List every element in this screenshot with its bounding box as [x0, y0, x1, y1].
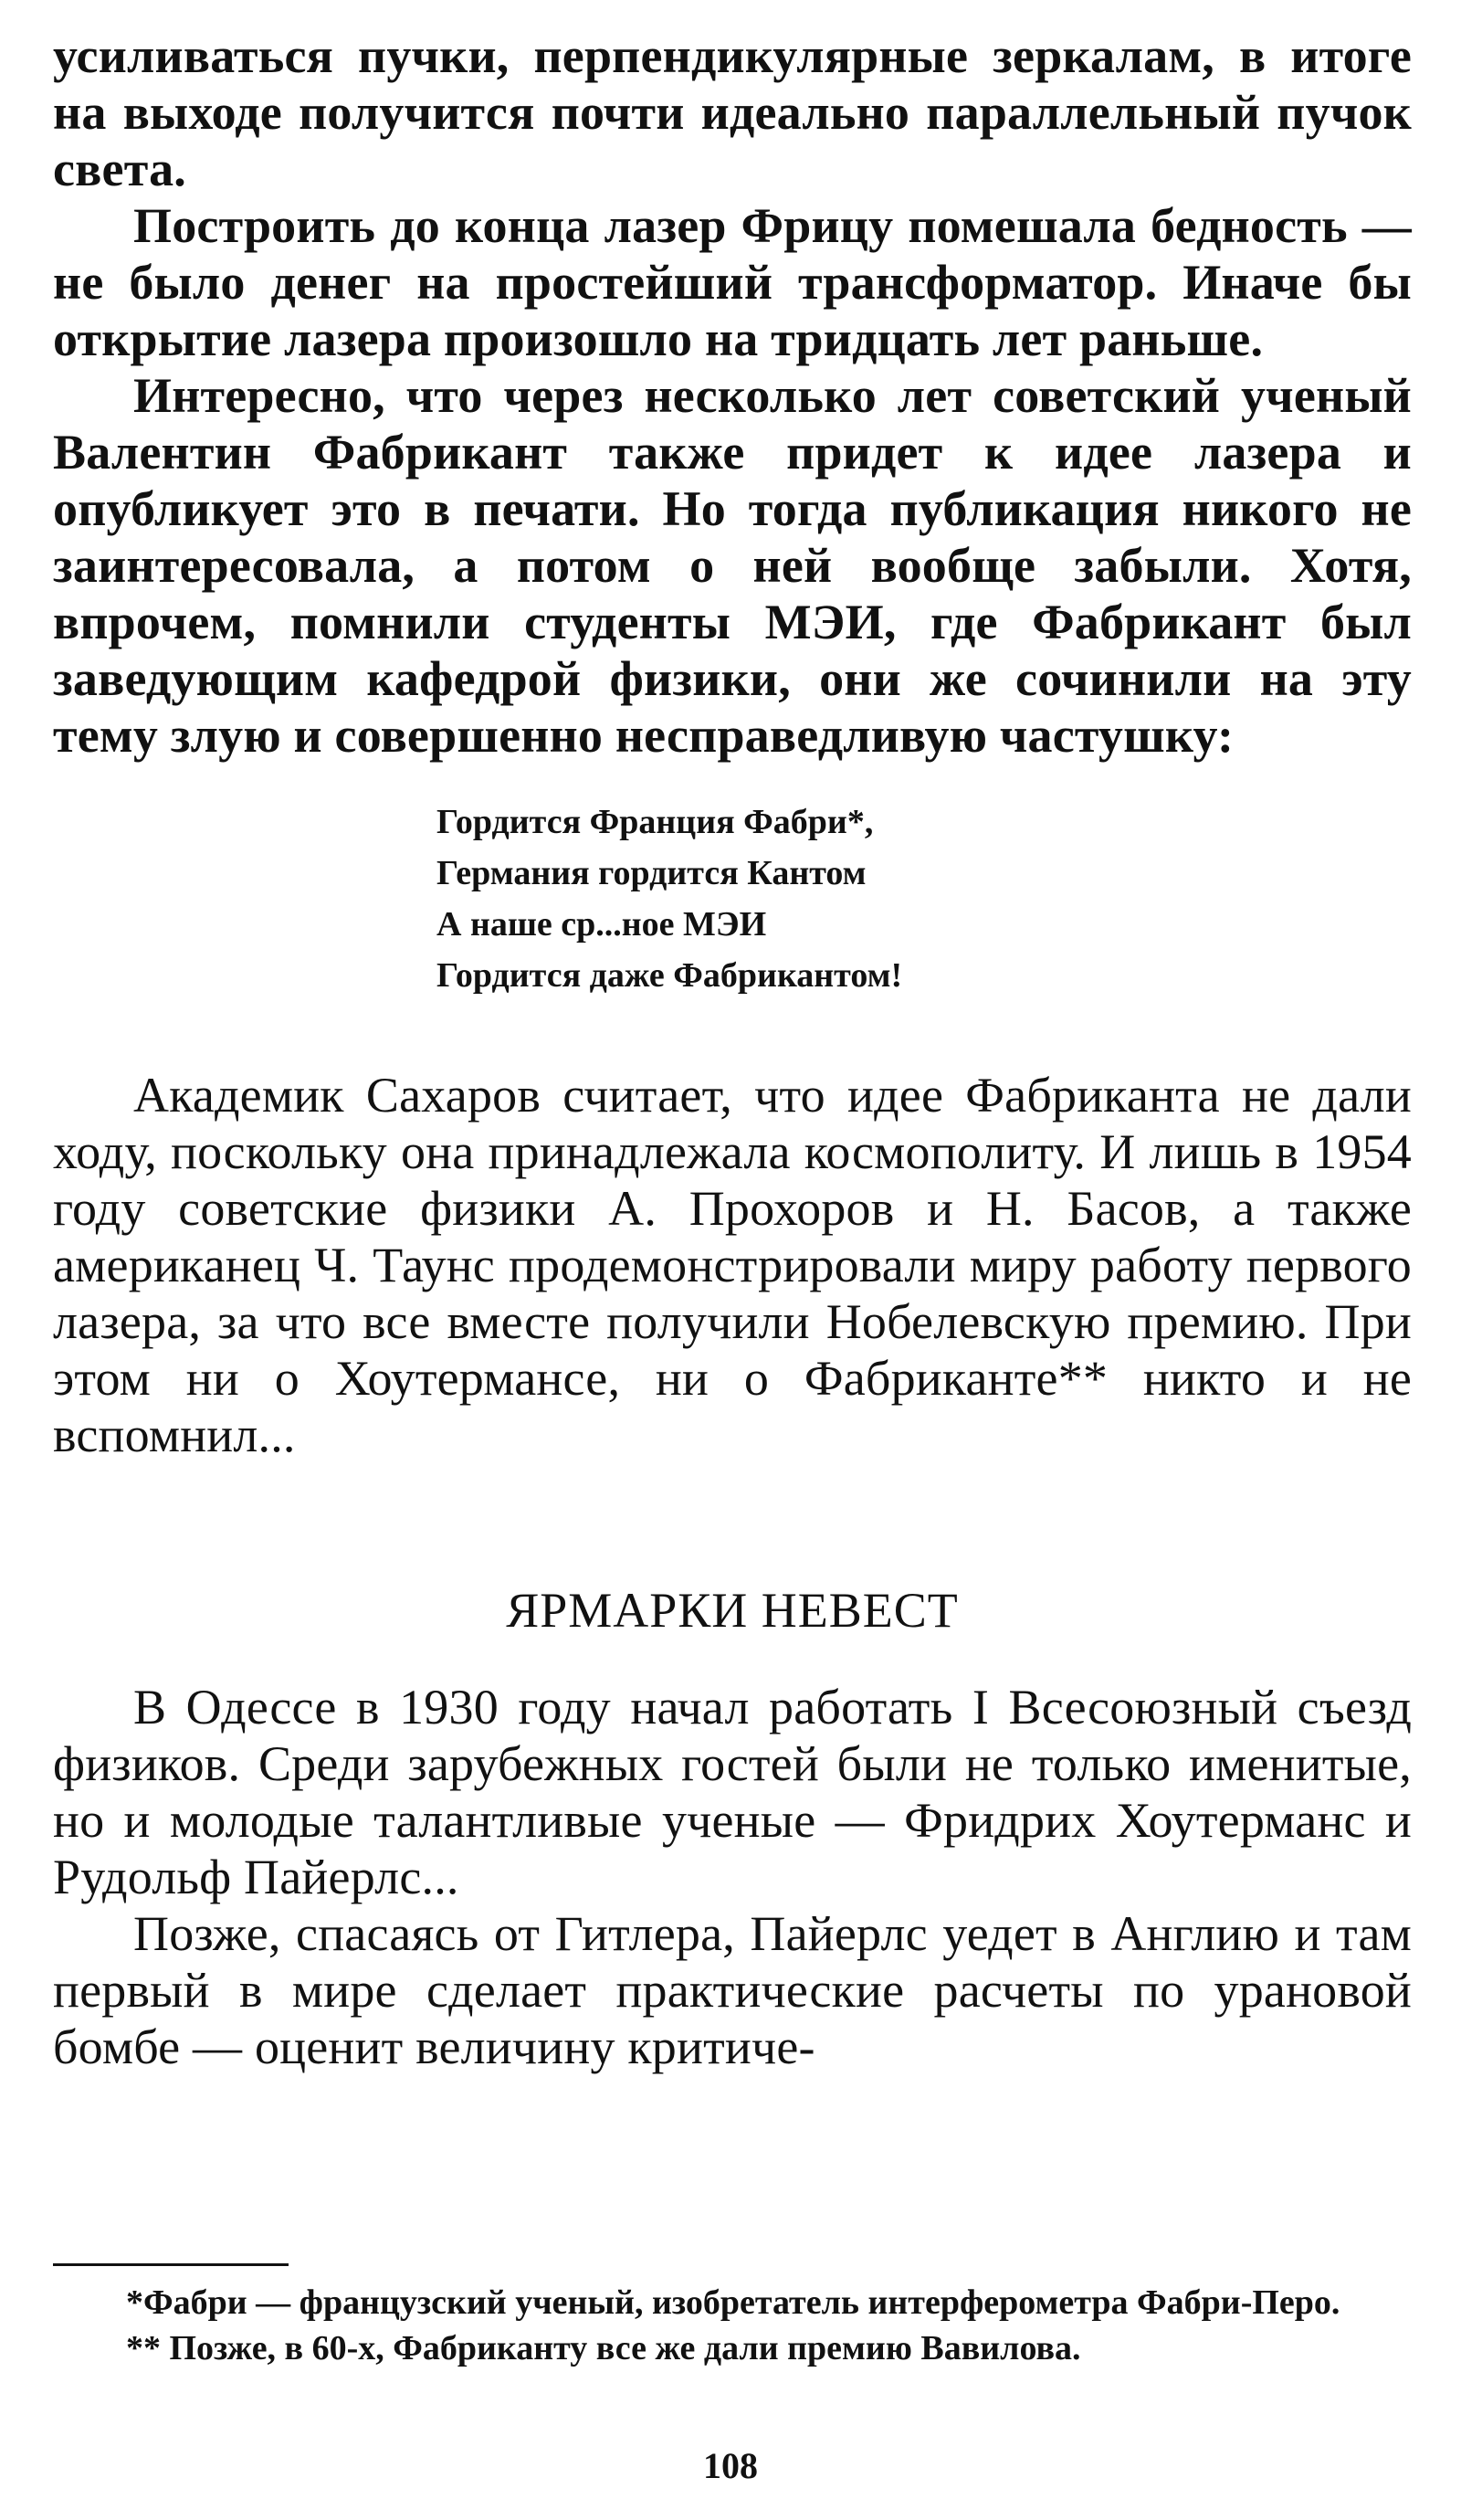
footnote-fabry: *Фабри — французский ученый, изобретатель интерферометра Фабри-Перо. [126, 2283, 1340, 2322]
paragraph-continuation: усиливаться пучки, перпендикулярные зеркалам, в итоге на выходе получится почти идеально параллельный пучок света. [53, 28, 1412, 196]
page-number: 108 [703, 2445, 758, 2486]
paragraph-odessa-congress: В Одессе в 1930 году начал работать I Всесоюзный съезд физиков. Среди зарубежных гостей были не только именитые, но и молодые талантливые ученые — Фридрих Хоутерманс и Рудольф Пайерлс... [53, 1680, 1412, 1904]
footnote-divider [53, 2263, 289, 2266]
paragraph-peierls: Позже, спасаясь от Гитлера, Пайерлс уедет в Англию и там первый в мире сделает практические расчеты по урановой бомбе — оценит величину критиче- [53, 1906, 1412, 2074]
poem-line: Гордится Франция Фабри*, [436, 803, 874, 841]
poem-line: А наше ср...ное МЭИ [436, 905, 767, 944]
paragraph-fritz-laser: Построить до конца лазер Фрицу помешала бедность — не было денег на простейший трансформатор. Иначе бы открытие лазера произошло на тридцать лет раньше. [53, 198, 1412, 366]
paragraph-fabrikant: Интересно, что через несколько лет советский ученый Валентин Фабрикант также придет к идее лазера и опубликует это в печати. Но тогда публикация никого не заинтересовала, а потом о ней вообще забыли. Хотя, впрочем, помнили студенты МЭИ, где Фабрикант был заведующим кафедрой физики, они же сочинили на эту тему злую и совершенно несправедливую частушку: [53, 368, 1412, 763]
footnotes [53, 2280, 1412, 2371]
poem-line: Германия гордится Кантом [436, 854, 867, 892]
poem-line: Гордится даже Фабрикантом! [436, 956, 903, 995]
page-body [53, 27, 1412, 2075]
section-title: ЯРМАРКИ НЕВЕСТ [506, 1583, 959, 1638]
footnote-vavilov-prize: ** Позже, в 60-х, Фабриканту все же дали премию Вавилова. [126, 2329, 1081, 2367]
paragraph-sakharov: Академик Сахаров считает, что идее Фабриканта не дали ходу, поскольку она принадлежала космополиту. И лишь в 1954 году советские физики А. Прохоров и Н. Басов, а также американец Ч. Таунс продемонстрировали миру работу первого лазера, за что все вместе получили Нобелевскую премию. При этом ни о Хоутермансе, ни о Фабриканте** никто и не вспомнил... [53, 1068, 1412, 1462]
chastushka-poem [436, 796, 1412, 1001]
